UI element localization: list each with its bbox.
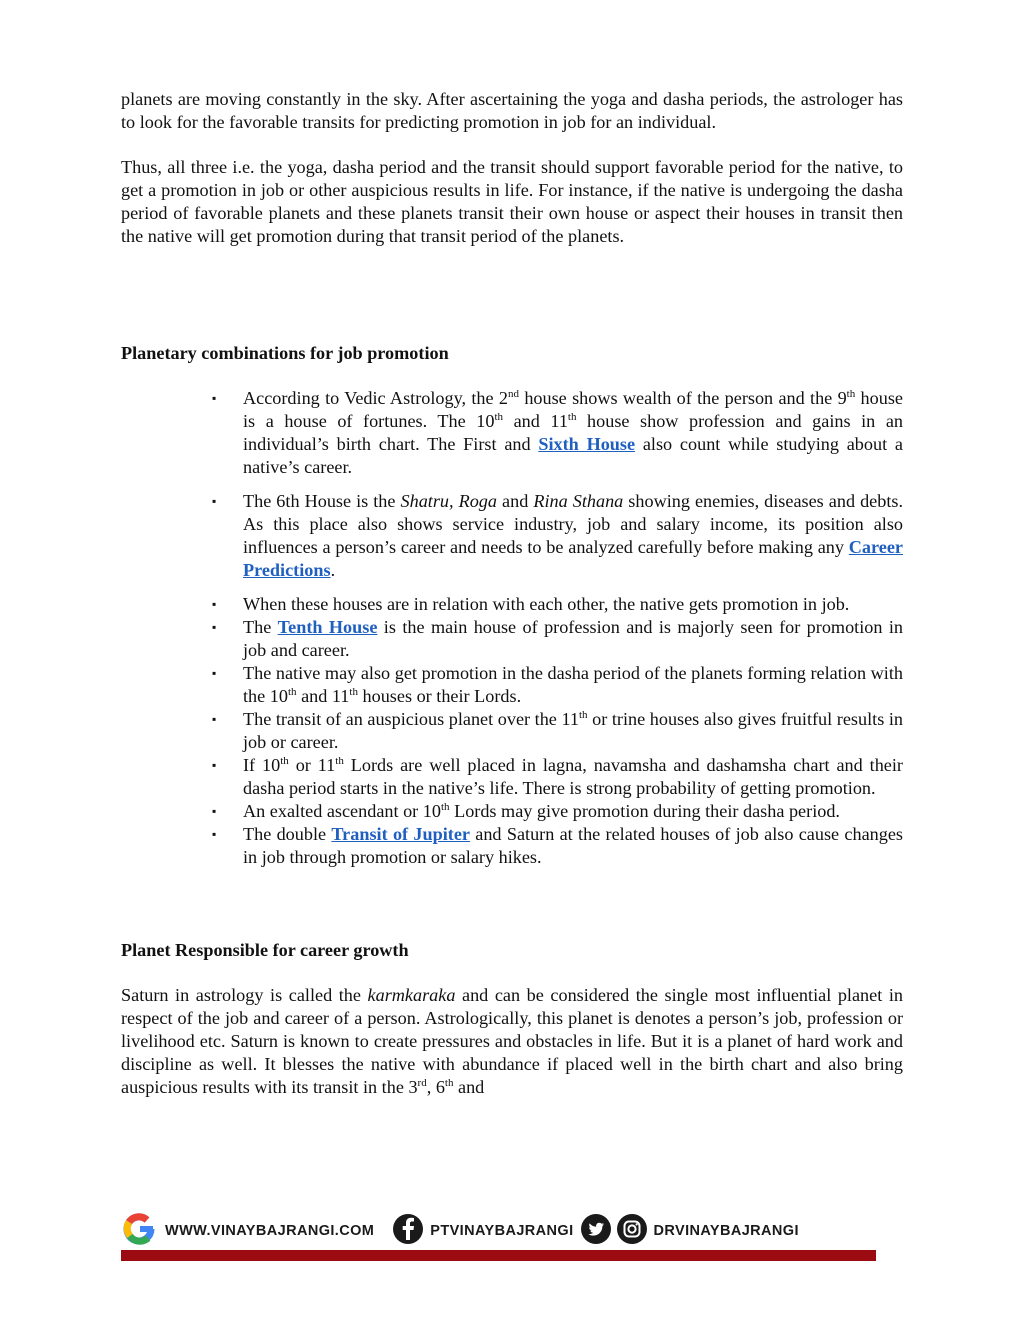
section-heading-combinations: Planetary combinations for job promotion bbox=[121, 343, 449, 363]
sixth-house-link[interactable]: Sixth House bbox=[538, 434, 636, 454]
bullet: ▪ bbox=[212, 597, 217, 611]
google-icon[interactable] bbox=[121, 1212, 159, 1251]
website-link[interactable]: WWW.VINAYBAJRANGI.COM bbox=[165, 1223, 375, 1239]
instagram-icon[interactable] bbox=[616, 1213, 648, 1250]
list-item: ▪ When these houses are in relation with each other, the native gets promotion in job. bbox=[212, 594, 850, 614]
combinations-list bbox=[121, 387, 903, 869]
list-item: ▪ The transit of an auspicious planet over the 11th or trine houses also gives fruitful results in job or career. bbox=[212, 708, 903, 752]
transit-of-jupiter-link[interactable]: Transit of Jupiter bbox=[331, 824, 470, 844]
bullet: ▪ bbox=[212, 391, 217, 405]
list-item: ▪ If 10th or 11th Lords are well placed in lagna, navamsha and dashamsha chart and their dasha period starts in the native’s life. There is strong probability of getting promotion. bbox=[212, 754, 903, 798]
list-item: ▪ The 6th House is the Shatru, Roga and Rina Sthana showing enemies, diseases and debts. As this place also shows service industry, job and salary income, its position also influences a person’s career and needs to be analyzed carefully before making any Career Predictions. bbox=[212, 491, 904, 580]
bullet: ▪ bbox=[212, 758, 217, 772]
list-item: ▪ The Tenth House is the main house of profession and is majorly seen for promotion in job and career. bbox=[212, 617, 904, 660]
bullet: ▪ bbox=[212, 712, 217, 726]
facebook-icon[interactable] bbox=[392, 1213, 424, 1250]
saturn-paragraph: Saturn in astrology is called the karmkaraka and can be considered the single most influential planet in respect of the job and career of a person. Astrologically, this planet is denotes a person’s job, profession or livelihood etc. Saturn is known to create pressures and obstacles in life. But it is a planet of hard work and discipline as well. It blesses the native with abundance if placed well in the birth chart and also bring auspicious results with its transit in the 3rd, 6th and bbox=[121, 985, 903, 1097]
document-page bbox=[121, 88, 903, 1099]
bullet: ▪ bbox=[212, 827, 217, 841]
intro-paragraph-1: planets are moving constantly in the sky. After ascertaining the yoga and dasha periods, the astrologer has to look for the favorable transits for predicting promotion in job for an individual. bbox=[121, 89, 903, 132]
list-item: ▪ The native may also get promotion in the dasha period of the planets forming relation with the 10th and 11th houses or their Lords. bbox=[212, 663, 903, 706]
bullet: ▪ bbox=[212, 620, 217, 634]
list-item: ▪ The double Transit of Jupiter and Saturn at the related houses of job also cause changes in job through promotion or salary hikes. bbox=[212, 824, 903, 867]
list-item: ▪ An exalted ascendant or 10th Lords may give promotion during their dasha period. bbox=[212, 800, 840, 821]
bullet: ▪ bbox=[212, 666, 217, 680]
bullet: ▪ bbox=[212, 494, 217, 508]
twitter-icon[interactable] bbox=[580, 1213, 612, 1250]
list-item: ▪ According to Vedic Astrology, the 2nd house shows wealth of the person and the 9th house is a house of fortunes. The 10th and 11th house show profession and gains in an individual’s birth chart. The First and Sixth House also count while studying about a native’s career. bbox=[212, 387, 903, 477]
bullet: ▪ bbox=[212, 804, 217, 818]
social-handle-link[interactable]: DRVINAYBAJRANGI bbox=[653, 1223, 799, 1239]
intro-paragraph-2: Thus, all three i.e. the yoga, dasha period and the transit should support favorable period for the native, to get a promotion in job or other auspicious results in life. For instance, if the native is undergoing the dasha period of favorable planets and these planets transit their own house or aspect their houses in transit then the native will get promotion during that transit period of the planets. bbox=[121, 157, 903, 246]
career-predictions-link[interactable]: Career Predictions bbox=[243, 537, 903, 580]
footer-banner bbox=[121, 1213, 876, 1261]
footer-accent-bar bbox=[121, 1250, 876, 1261]
facebook-link[interactable]: PTVINAYBAJRANGI bbox=[430, 1223, 574, 1239]
footer-row bbox=[121, 1213, 876, 1249]
section-heading-career-growth: Planet Responsible for career growth bbox=[121, 940, 409, 960]
tenth-house-link[interactable]: Tenth House bbox=[277, 617, 378, 637]
